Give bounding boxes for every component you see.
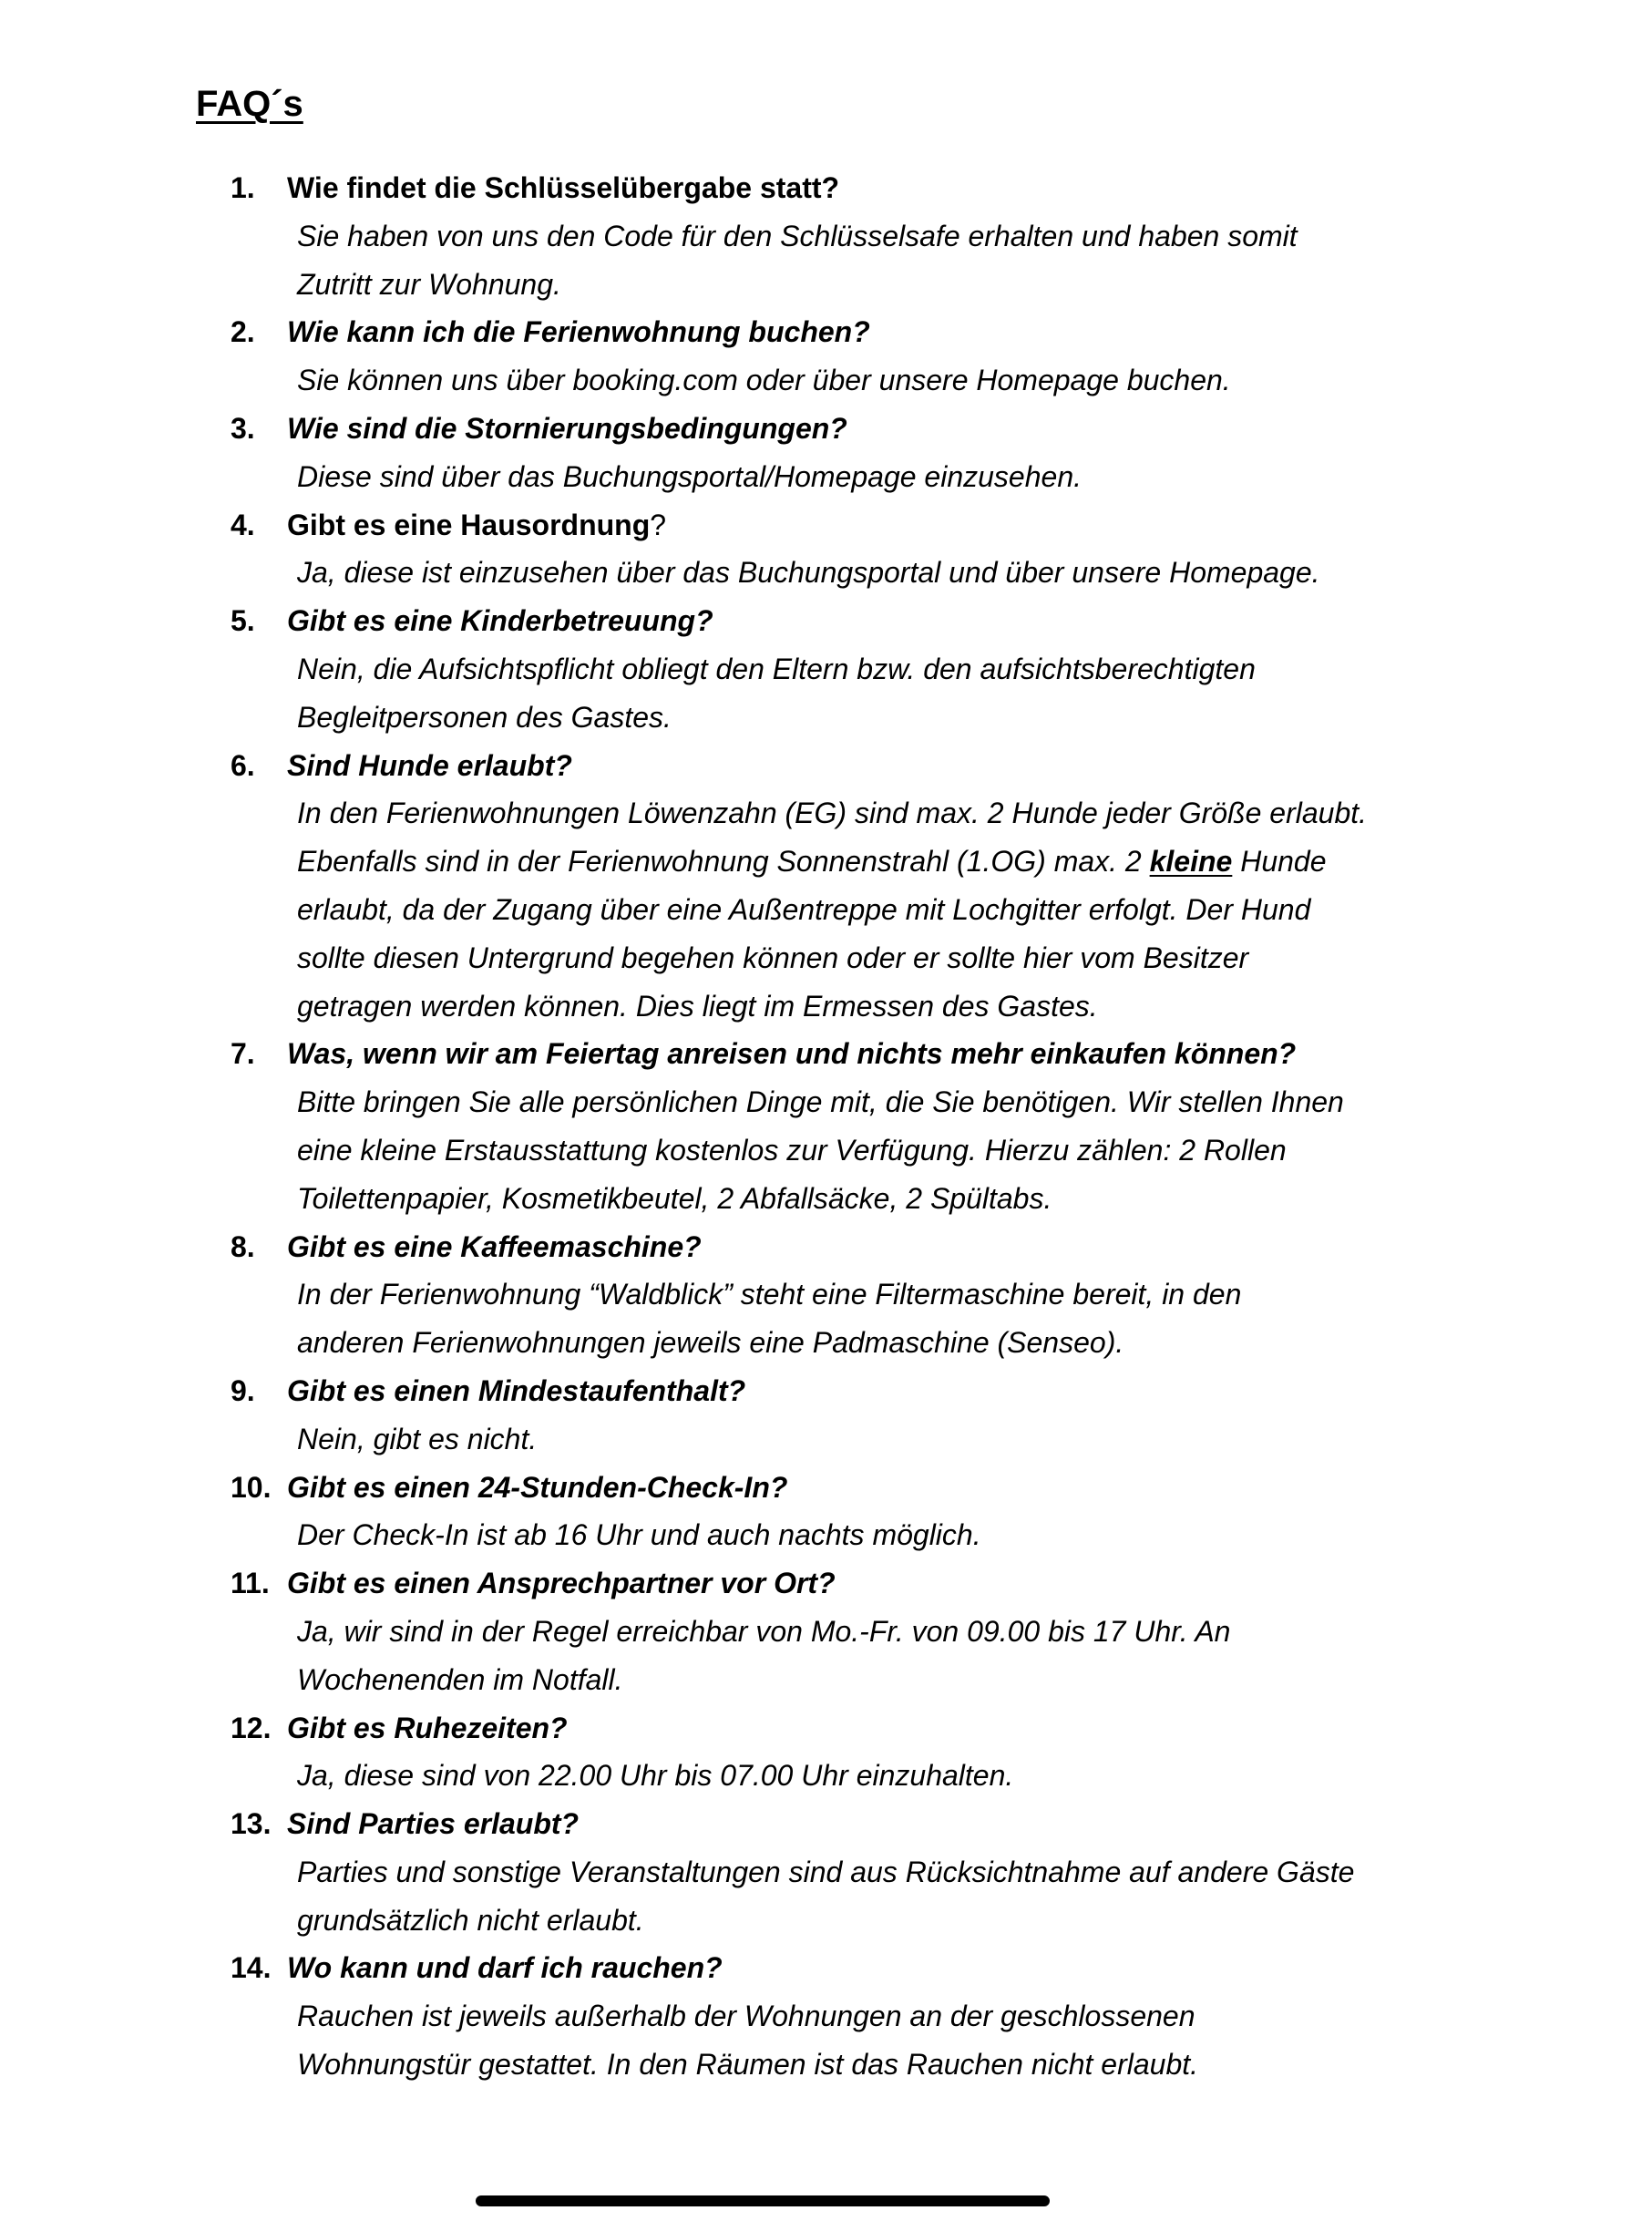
faq-answer-line: Zutritt zur Wohnung. <box>297 267 561 301</box>
faq-answer-line: Der Check-In ist ab 16 Uhr und auch nachts möglich. <box>297 1518 981 1552</box>
faq-answer-line: eine kleine Erstausstattung kostenlos zur Verfügung. Hierzu zählen: 2 Rollen <box>297 1133 1287 1167</box>
faq-question-text: Gibt es einen 24-Stunden-Check-In? <box>287 1470 788 1504</box>
home-indicator-bar[interactable] <box>476 2195 1050 2206</box>
faq-number: 1. <box>231 171 255 204</box>
faq-question-text: Gibt es Ruhezeiten? <box>287 1711 568 1744</box>
emphasis-kleine: kleine <box>1149 845 1233 879</box>
faq-number: 4. <box>231 508 255 541</box>
faq-answer-2 <box>297 356 1509 405</box>
faq-question-2 <box>231 308 1506 356</box>
faq-answer-line: anderen Ferienwohnungen jeweils eine Padmaschine (Senseo). <box>297 1326 1124 1360</box>
faq-number: 5. <box>231 604 255 638</box>
faq-question-10 <box>231 1464 1506 1512</box>
faq-number: 7. <box>231 1037 255 1071</box>
faq-answer-line: Rauchen ist jeweils außerhalb der Wohnungen an der geschlossenen <box>297 2000 1195 2033</box>
faq-answer-line: Diese sind über das Buchungsportal/Homepage einzusehen. <box>297 459 1082 493</box>
faq-answer-line: In den Ferienwohnungen Löwenzahn (EG) sind max. 2 Hunde jeder Größe erlaubt. <box>297 797 1368 830</box>
faq-question-text: Wie findet die Schlüsselübergabe statt? <box>287 171 840 204</box>
faq-answer-line: Begleitpersonen des Gastes. <box>297 700 672 734</box>
faq-item-1 <box>231 164 1506 308</box>
faq-number: 8. <box>231 1229 255 1263</box>
faq-question-3 <box>231 405 1506 453</box>
faq-question-text: Gibt es einen Mindestaufenthalt? <box>287 1373 746 1407</box>
faq-item-2 <box>231 308 1506 405</box>
faq-number: 9. <box>231 1373 255 1407</box>
faq-answer-line: Nein, die Aufsichtspflicht obliegt den Eltern bzw. den aufsichtsberechtigten <box>297 652 1256 685</box>
faq-question-suffix: ? <box>650 508 667 541</box>
faq-answer-line: erlaubt, da der Zugang über eine Außentreppe mit Lochgitter erfolgt. Der Hund <box>297 892 1311 926</box>
faq-answer-1 <box>297 212 1509 309</box>
faq-answer-line: Parties und sonstige Veranstaltungen sind aus Rücksichtnahme auf andere Gäste <box>297 1855 1355 1888</box>
faq-number: 12. <box>231 1711 272 1744</box>
faq-question-text: Sind Hunde erlaubt? <box>287 748 572 782</box>
faq-question-text: Gibt es einen Ansprechpartner vor Ort? <box>287 1567 836 1600</box>
faq-answer-line: Ja, diese sind von 22.00 Uhr bis 07.00 Uhr einzuhalten. <box>297 1759 1014 1793</box>
faq-list <box>231 164 1506 2089</box>
faq-item-3 <box>231 405 1506 501</box>
faq-number: 10. <box>231 1470 272 1504</box>
page-title: FAQ´s <box>196 84 303 124</box>
faq-answer-4 <box>297 549 1509 597</box>
faq-question-text: Gibt es eine Hausordnung <box>287 508 651 541</box>
faq-answer-12 <box>297 1752 1509 1800</box>
faq-question-9 <box>231 1367 1506 1415</box>
faq-answer-line: Wochenenden im Notfall. <box>297 1662 623 1696</box>
faq-item-7 <box>231 1030 1506 1222</box>
faq-answer-line: getragen werden können. Dies liegt im Ermessen des Gastes. <box>297 989 1098 1023</box>
faq-question-13 <box>231 1800 1506 1848</box>
faq-question-text: Wie kann ich die Ferienwohnung buchen? <box>287 315 870 349</box>
faq-answer-14 <box>297 1992 1509 2089</box>
faq-item-12 <box>231 1704 1506 1801</box>
faq-question-4 <box>231 501 1506 550</box>
faq-item-8 <box>231 1223 1506 1367</box>
faq-question-text: Gibt es eine Kaffeemaschine? <box>287 1229 702 1263</box>
faq-answer-line <box>297 838 1509 886</box>
faq-question-7 <box>231 1030 1506 1078</box>
faq-answer-line: Sie können uns über booking.com oder über unsere Homepage buchen. <box>297 364 1231 397</box>
faq-question-12 <box>231 1704 1506 1753</box>
faq-question-14 <box>231 1944 1506 1992</box>
faq-answer-line: Sie haben von uns den Code für den Schlüsselsafe erhalten und haben somit <box>297 219 1298 252</box>
faq-question-5 <box>231 597 1506 645</box>
faq-answer-line: In der Ferienwohnung “Waldblick” steht eine Filtermaschine bereit, in den <box>297 1278 1242 1311</box>
faq-question-text: Gibt es eine Kinderbetreuung? <box>287 604 713 638</box>
faq-answer-11 <box>297 1608 1509 1704</box>
faq-number: 3. <box>231 411 255 445</box>
faq-item-10 <box>231 1464 1506 1560</box>
faq-answer-line: Ja, wir sind in der Regel erreichbar von Mo.-Fr. von 09.00 bis 17 Uhr. An <box>297 1614 1231 1648</box>
faq-answer-9 <box>297 1415 1509 1464</box>
faq-answer-line: Ja, diese ist einzusehen über das Buchungsportal und über unsere Homepage. <box>297 556 1320 590</box>
faq-answer-3 <box>297 453 1509 501</box>
faq-question-1 <box>231 164 1506 212</box>
faq-number: 13. <box>231 1807 272 1841</box>
faq-question-wrap <box>287 501 666 550</box>
faq-answer-10 <box>297 1511 1509 1559</box>
faq-answer-line: Nein, gibt es nicht. <box>297 1422 538 1455</box>
faq-item-14 <box>231 1944 1506 2088</box>
faq-question-text: Wo kann und darf ich rauchen? <box>287 1951 723 1985</box>
faq-answer-line: sollte diesen Untergrund begehen können oder er sollte hier vom Besitzer <box>297 941 1249 974</box>
faq-item-6 <box>231 742 1506 1031</box>
faq-question-text: Wie sind die Stornierungsbedingungen? <box>287 411 847 445</box>
faq-question-11 <box>231 1559 1506 1608</box>
faq-number: 14. <box>231 1951 272 1985</box>
faq-number: 6. <box>231 748 255 782</box>
faq-answer-line: Bitte bringen Sie alle persönlichen Dinge mit, die Sie benötigen. Wir stellen Ihnen <box>297 1085 1344 1119</box>
faq-answer-line: Wohnungstür gestattet. In den Räumen ist das Rauchen nicht erlaubt. <box>297 2048 1199 2082</box>
faq-answer-text: Hunde <box>1232 845 1327 879</box>
faq-item-13 <box>231 1800 1506 1944</box>
faq-question-8 <box>231 1223 1506 1271</box>
faq-answer-line: Toilettenpapier, Kosmetikbeutel, 2 Abfallsäcke, 2 Spültabs. <box>297 1181 1052 1215</box>
faq-answer-6 <box>297 789 1509 1030</box>
faq-question-text: Sind Parties erlaubt? <box>287 1807 580 1841</box>
faq-answer-7 <box>297 1078 1509 1222</box>
faq-item-9 <box>231 1367 1506 1464</box>
faq-number: 11. <box>231 1567 270 1600</box>
faq-answer-line: grundsätzlich nicht erlaubt. <box>297 1903 644 1937</box>
faq-item-11 <box>231 1559 1506 1703</box>
faq-item-4 <box>231 501 1506 598</box>
faq-answer-text: Ebenfalls sind in der Ferienwohnung Sonnenstrahl (1.OG) max. 2 <box>297 845 1150 879</box>
faq-number: 2. <box>231 315 255 349</box>
faq-question-6 <box>231 742 1506 790</box>
faq-answer-13 <box>297 1848 1509 1945</box>
faq-item-5 <box>231 597 1506 741</box>
faq-answer-8 <box>297 1270 1509 1367</box>
faq-question-text: Was, wenn wir am Feiertag anreisen und nichts mehr einkaufen können? <box>287 1037 1297 1071</box>
faq-answer-5 <box>297 645 1509 742</box>
